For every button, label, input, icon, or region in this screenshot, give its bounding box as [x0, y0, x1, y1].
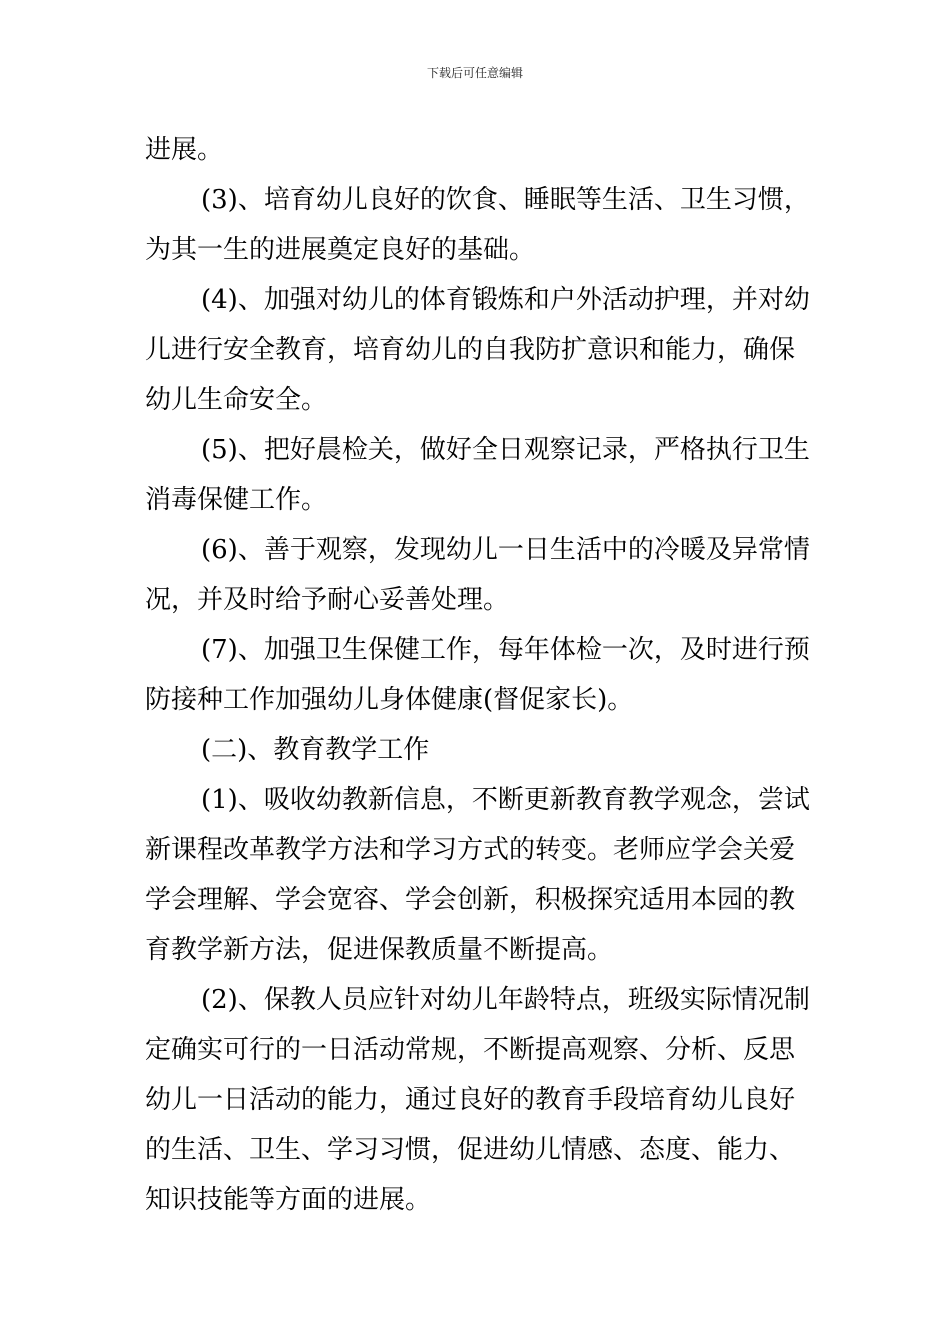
text-line: 的生活、卫生、学习习惯，促进幼儿情感、态度、能力、 — [145, 1135, 796, 1165]
text-line: 进展。 — [145, 135, 224, 165]
text-line: 学会理解、学会宽容、学会创新，积极探究适用本园的教 — [145, 885, 796, 915]
text-line: (4)、加强对幼儿的体育锻炼和户外活动护理，并对幼 — [201, 285, 810, 315]
text-line: 防接种工作加强幼儿身体健康(督促家长)。 — [145, 685, 634, 715]
text-line: 育教学新方法，促进保教质量不断提高。 — [145, 935, 614, 965]
text-line: 为其一生的进展奠定良好的基础。 — [145, 235, 536, 265]
document-body — [145, 125, 813, 1225]
text-line: 定确实可行的一日活动常规，不断提高观察、分析、反思 — [145, 1035, 796, 1065]
text-line: (6)、善于观察，发现幼儿一日生活中的冷暖及异常情 — [201, 535, 810, 565]
text-line: (5)、把好晨检关，做好全日观察记录，严格执行卫生 — [201, 435, 810, 465]
page-header: 下载后可任意编辑 — [426, 66, 523, 80]
text-line: (1)、吸收幼教新信息，不断更新教育教学观念，尝试 — [201, 785, 810, 815]
text-line: (3)、培育幼儿良好的饮食、睡眠等生活、卫生习惯， — [201, 185, 810, 215]
text-line: 新课程改革教学方法和学习方式的转变。老师应学会关爱 — [145, 835, 796, 865]
text-line: 幼儿生命安全。 — [145, 385, 328, 415]
text-line: 儿进行安全教育，培育幼儿的自我防扩意识和能力，确保 — [145, 335, 796, 365]
section-heading: (二)、教育教学工作 — [201, 735, 430, 765]
text-line: 况，并及时给予耐心妥善处理。 — [145, 585, 510, 615]
text-line: (2)、保教人员应针对幼儿年龄特点，班级实际情况制 — [201, 985, 810, 1015]
text-line: 知识技能等方面的进展。 — [145, 1185, 432, 1215]
text-line: 幼儿一日活动的能力，通过良好的教育手段培育幼儿良好 — [145, 1085, 796, 1115]
text-line: (7)、加强卫生保健工作，每年体检一次，及时进行预 — [201, 635, 810, 665]
text-line: 消毒保健工作。 — [145, 485, 328, 515]
